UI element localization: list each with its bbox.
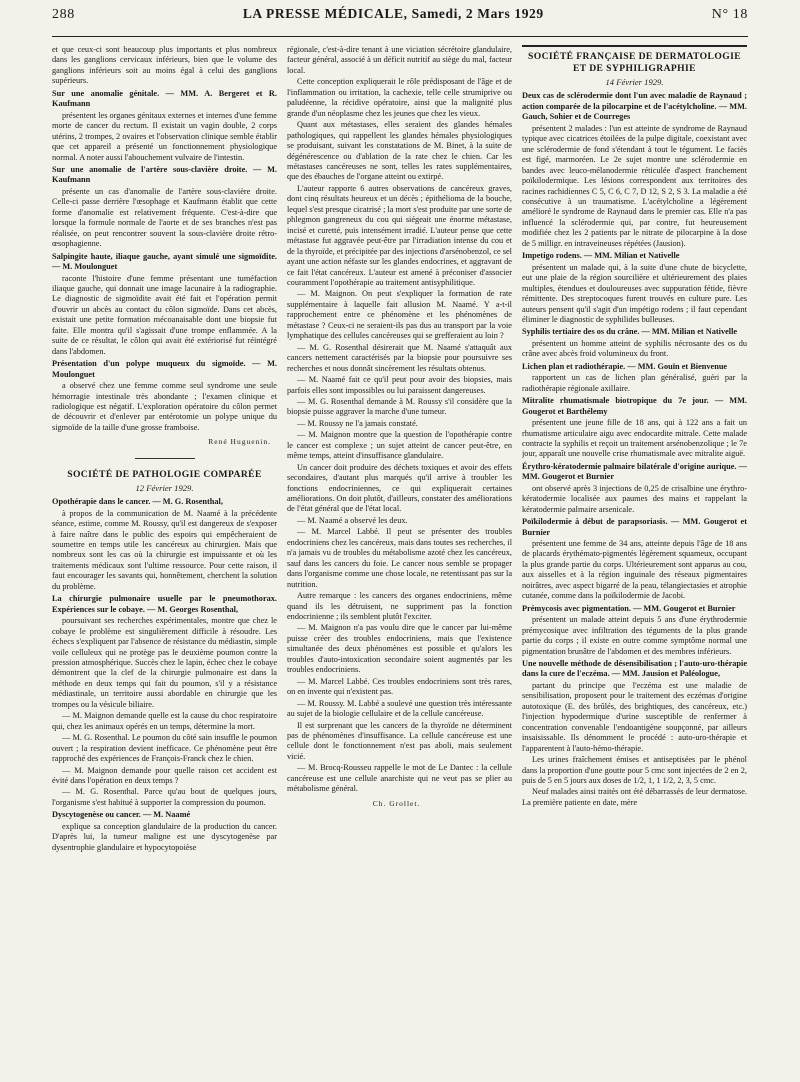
paragraph: — M. G. Rosenthal désirerait que M. Naamé s'attaquât aux cancers nettement caractérisés par la biopsie pour poursuivre ses recherches et nous donnât sincèrement les résultats obtenus. xyxy=(287,342,512,373)
paragraph: présentent 2 malades : l'un est atteinte de syndrome de Raynaud typique avec cicatrices étoilées de la pulpe digitale, coexistant avec une sclérodermie de fond s'étendant à tout le tégument. Le faciès est figé, marmoréen. Le 2e sujet montre une sclérodermie en bandes avec leuco-mélanodermie réticulée d'aspect franchement poïkilodermique. Les lésions correspondent aux territoires des racines rachidiennes C 5, C 6, C 7, D 12, S 2, S 3. La maladie a été consécutive à un traumatisme. L'acétylcholine a légèrement amélioré le syndrome de Raynaud dans le premier cas. Elle n'a pas influencé la sclérodermie qui, par contre, fut heureusement modifiée chez les 2 patients par le nitrate de pilocarpine à la dose de 5 milligr. en intraveineuses répétées (Jausion). xyxy=(522,123,747,248)
article-heading: Syphilis tertiaire des os du crâne. — MM. Milian et Nativelle xyxy=(522,327,738,337)
article-heading: Sur une anomalie génitale. — MM. A. Bergeret et R. Kaufmann xyxy=(52,88,277,109)
section-date: 14 Février 1929. xyxy=(605,77,664,87)
paragraph: présentent un homme atteint de syphilis nécrosante des os du crâne avec abcès froid volumineux du front. xyxy=(522,338,747,359)
paragraph: régionale, c'est-à-dire tenant à une viciation sécrétoire glandulaire, facteur général, associé à un déficit nutritif au siège du mal, facteur local. xyxy=(287,45,512,75)
paragraph: — M. Brocq-Rousseu rappelle le mot de Le Dantec : la cellule cancéreuse est une cellule anarchiste qui ne veut pas se plier au métabolisme général. xyxy=(287,763,512,794)
paragraph: Les urines fraîchement émises et antiseptisées par le phénol dans la proportion d'une goutte pour 5 cmc sont injectées de 2 en 2, puis de 5 en 5 jours aux doses de 1/2, 1, 1 1/2, 2, 3, 5 cmc. xyxy=(522,755,747,785)
column-left xyxy=(52,45,277,1075)
article-heading: Impetigo rodens. — MM. Milian et Nativelle xyxy=(522,251,680,261)
paragraph: — M. Marcel Labbé. Ces troubles endocriniens sont très rares, on en invente qui n'existent pas. xyxy=(287,676,512,697)
paragraph: présentent une jeune fille de 18 ans, qui à 122 ans a fait un rhumatisme articulaire aigu avec endocardite mitrale. Cette malade contracte la syphilis et reçoit un traitement arsénobenzolique ; le 7e jour, apparaît une nouvelle crise rhumatismale avec mitralite aiguë. xyxy=(522,418,747,459)
paragraph: explique sa conception glandulaire de la production du cancer. D'après lui, la tumeur maligne est une dyscytogenèse par dysentrophie glandulaire et hypocytopoièse xyxy=(52,821,277,852)
paragraph: a observé chez une femme comme seul syndrome une seule hémorragie intestinale très abondante ; l'examen clinique et radiologique est négatif. L'exploration opératoire du côlon permet de découvrir et d'enlever par entérotomie un polype unique du sigmoïde de la taille d'une grosse framboise. xyxy=(52,381,277,432)
article-heading: Une nouvelle méthode de désensibilisation ; l'auto-uro-thérapie dans la cure de l'eczéma. — MM. Jausion et Paléologue, xyxy=(522,659,747,679)
article-heading: Poïkilodermie à début de parapsoriasis. — MM. Gougerot et Burnier xyxy=(522,517,747,537)
paragraph: — M. Roussy. M. Labbé a soulevé une question très intéressante au sujet de la biologie cellulaire et de la cellule cancéreuse. xyxy=(287,698,512,719)
article-heading: Sur une anomalie de l'artère sous-clavière droite. — M. Kaufmann xyxy=(52,164,277,185)
paragraph: — M. Maignon montre que la question de l'opothérapie contre le cancer est complexe ; un sujet atteint de cancer peut-être, en même temps, atteint d'insuffisance glandulaire. xyxy=(287,430,512,461)
section-title: SOCIÉTÉ FRANÇAISE DE DERMATOLOGIE ET DE SYPHILIGRAPHIE xyxy=(527,51,742,74)
paragraph: partant du principe que l'eczéma est une maladie de sensibilisation, proposent pour le traitement des eczémas d'origine autotoxique (E. des brûlés, des brightiques, des cancéreux, etc.) l'injection hypodermique d'urine susceptible de renfermer à concentration convenable l'endoantigène soupçonné, par ailleurs insaisissable. Ils dénomment le procédé : auto-uro-thérapie et l'apparentent à l'auto-hémo-thérapie. xyxy=(522,680,747,753)
article-heading: Présentation d'un polype muqueux du sigmoïde. — M. Moulonguet xyxy=(52,359,277,379)
page-header xyxy=(52,0,748,37)
paragraph: — M. Marcel Labbé. Il peut se présenter des troubles endocriniens chez les cancéreux, mais dans toutes ses recherches, il n'a jamais vu de troubles du métabolisme azoté chez les cancéreux, sauf dans les cancers du foie. Le cancer nous semble se propager dans l'organisme comme une chose locale, ne retentissant pas sur la nutrition. xyxy=(287,527,512,589)
article-heading: Opothérapie dans le cancer. — M. G. Rosenthal, xyxy=(52,497,223,507)
paragraph: — M. G. Rosenthal demande à M. Roussy s'il considère que la biopsie puisse aggraver la marche d'une tumeur. xyxy=(287,396,512,417)
signature: Ch. Grollet. xyxy=(372,798,421,808)
paragraph: poursuivant ses recherches expérimentales, montre que chez le cobaye le problème est singulièrement difficile à résoudre. Les échecs s'expliquent par l'absence de résistance du médiastin, simple voile celluleux qui ne protège pas le deuxième poumon contre la pression atmosphérique. Succès chez le lapin, échec chez le cobaye démontrent que la clef de la chirurgie pulmonaire est dans la méthode en deux temps qui fait du poumon, s'il y a résistance médiastinale, un territoire aussi abordable en chirurgie que les trompes ou la vésicule biliaire. xyxy=(52,616,277,709)
paragraph: — M. Maignon demande pour quelle raison cet accident est évité dans l'opération en deux temps ? xyxy=(52,765,277,785)
page-number: 288 xyxy=(52,7,75,22)
paragraph: présentent un malade qui, à la suite d'une chute de bicyclette, eut une plaie de la région sourcilière et ultérieurement des plaies multiples, étendues et douloureuses avec suppuration fétide, fièvre rémittente. Des streptocoques furent trouvés en culture pure. Les auteurs pensent qu'il s'agit d'un impétigo rodens ; il faut cependant éliminer le diagnostic de syphilides bulleuses. xyxy=(522,262,747,324)
paragraph: présente un cas d'anomalie de l'artère sous-clavière droite. Celle-ci passe derrière l'œsophage et Kaufmann établit que cette forme d'anomalie est relativement fréquente. C'est-à-dire que lorsque la formule normale de l'aorte et de ses branches n'est pas réalisée, on peut rencontrer souvent la sous-clavière droite rétro-œsophagienne. xyxy=(52,186,277,249)
paragraph: raconte l'histoire d'une femme présentant une tuméfaction iliaque gauche, qui donnait une image lacunaire à la radiographie. Le diagnostic de sigmoïdite avait été fait et l'opération permit d'ouvrir un abcès au contact du côlon sigmoïde. Dans cet abcès, existait une petite formation mécoanaisable dont une biopsie fut faite. Elle montra qu'il s'agissait d'une trompe enflammée. A la suite de ce résultat, le côlon qui avait été extériorisé fut réintégré dans l'abdomen. xyxy=(52,273,277,356)
article-heading: Salpingite haute, iliaque gauche, ayant simulé une sigmoïdite. — M. Moulonguet xyxy=(52,251,277,272)
paragraph: Autre remarque : les cancers des organes endocriniens, même quand ils les détruisent, ne suppriment pas la fonction endocrinienne ; ils semblent plutôt l'exciter. xyxy=(287,591,512,622)
section-title: SOCIÉTÉ DE PATHOLOGIE COMPARÉE xyxy=(67,468,262,480)
journal-title: LA PRESSE MÉDICALE, Samedi, 2 Mars 1929 xyxy=(242,6,544,21)
article-heading: Prémycosis avec pigmentation. — MM. Gougerot et Burnier xyxy=(522,603,736,613)
paragraph: — M. Roussy ne l'a jamais constaté. xyxy=(297,418,418,428)
section-date: 12 Février 1929. xyxy=(135,482,194,493)
article-heading: Dyscytogenèse ou cancer. — M. Naamé xyxy=(52,810,191,820)
paragraph: — M. G. Rosenthal. Le poumon du côté sain insuffle le poumon ouvert ; la respiration devient inefficace. Ce phénomène peut être rapproché des expériences de François-Franck chez le chien. xyxy=(52,733,277,764)
paragraph: Cette conception expliquerait le rôle prédisposant de l'âge et de l'inflammation ou irritation, la cachexie, telle celle strumiprive ou paludéenne, la récidive opératoire, ainsi que la malignité plus grande d'un néoplasme chez les jeunes que chez les vieux. xyxy=(287,77,512,118)
paragraph: L'auteur rapporte 6 autres observations de cancéreux graves, dont cinq résultats heureux et un décès ; épithélioma de la bouche, lequel s'est presque cicatrisé ; la mort s'est produite par une sorte de phlegmon gangreneux du cou qui siégeait une énorme métastase, incisé et curetté, puis intensément irradié. L'auteur pense que cette métastase fut aggravée peut-être par l'irradiation intense du cou et de la thyroïde, et précipitée par des injections d'arsénobenzol, ce sel ayant une action néfaste sur les glandes endocrines, et aggravant de ce fait l'état cancéreux. L'auteur est amené à préconiser d'associer couramment l'opothérapie au traitement antisyphilitique. xyxy=(287,183,512,287)
paragraph: et que ceux-ci sont beaucoup plus importants et plus nombreux dans les ganglions cervicaux inférieurs, bien que le volume des ganglions inférieurs soit au moins égal à celui des ganglions supérieurs. xyxy=(52,45,277,86)
article-heading: La chirurgie pulmonaire usuelle par le pneumothorax. Expériences sur le cobaye. — M. Georges Rosenthal, xyxy=(52,594,277,614)
signature: René Huguenin. xyxy=(208,437,271,447)
paragraph: Quant aux métastases, elles seraient des glandes hémales pathologiques, qui rappellent les glandes hémales physiologiques se produisant, suivant les constatations de M. Binet, à la suite de dégénérescence ou d'ablation de la rate chez le chien. Car les métastases cancéreuses ne sont, telles les rates supplémentaires, que des ébauches de l'organe atteint ou extirpé. xyxy=(287,120,512,182)
paragraph: présentent les organes génitaux externes et internes d'une femme morte de cancer du rectum. Il existait un vagin double, 2 corps utérins, 2 trompes, 2 ovaires et l'observation clinique semble établir que cet appareil a présenté un fonctionnement physiologique normal. A noter aussi l'abouchement vulvaire de l'intestin. xyxy=(52,110,277,162)
paragraph: à propos de la communication de M. Naamé à la précédente séance, estime, comme M. Roussy, qu'il est dangereux de s'exposer à faire naître dans le public des espoirs qui empêcheraient de soumettre en temps utile les cancéreux au chirurgien. Mais que nombreux sont les cas où la chirurgie est impuissante et où les traitements médicaux sont l'ultime ressource. Pour cette raison, il faut encourager les savants qui, honnêtement, cherchent la solution du problème. xyxy=(52,508,277,591)
paragraph: — M. Naamé a observé les deux. xyxy=(297,515,408,525)
paragraph: — M. Naamé fait ce qu'il peut pour avoir des biopsies, mais parfois elles sont impossibles ou lui paraissent dangereuses. xyxy=(287,375,512,395)
article-heading: Érythro-kératodermie palmaire bilatérale d'origine aurique. — MM. Gougerot et Burnier xyxy=(522,461,747,482)
paragraph: Il est surprenant que les cancers de la thyroïde ne déterminent pas de phénomènes d'insuffisance. La cellule cancéreuse est une cellule dont le fonctionnement n'est pas aboli, mais seulement vicié. xyxy=(287,720,512,761)
article-heading: Lichen plan et radiothérapie. — MM. Gouïn et Bienvenue xyxy=(522,361,728,371)
paragraph: Neuf malades ainsi traités ont été débarrassés de leur dermatose. La première patiente en date, mère xyxy=(522,787,747,807)
paragraph: — M. G. Rosenthal. Parce qu'au bout de quelques jours, l'organisme s'est habitué à supporter la compression du poumon. xyxy=(52,787,277,807)
paragraph: — M. Maignon demande quelle est la cause du choc respiratoire qui, chez les animaux opérés en un temps, détermine la mort. xyxy=(52,711,277,731)
paragraph: présentent un malade atteint depuis 5 ans d'une érythrodermie prémycosique avec infiltration des téguments de la plus grande partie du corps ; il existe en outre comme symptôme normal une pigmentation brunâtre de l'abdomen et des membres inférieurs. xyxy=(522,615,747,656)
article-heading: Deux cas de sclérodermie dont l'un avec maladie de Raynaud ; action comparée de la pilocarpine et de l'acétylcholine. — MM. Gauch, Sohier et de Courreges xyxy=(522,91,747,122)
paragraph: Un cancer doit produire des déchets toxiques et avoir des effets secondaires, d'autant plus marqués qu'il arrive à troubler les fonctions endocriniennes, ce qui expliquerait certaines améliorations. On doit plutôt, d'ailleurs, constater des améliorations de l'état général que de l'état local. xyxy=(287,462,512,514)
article-heading: Mitralite rhumatismale biotropique du 7e jour. — MM. Gougerot et Barthélemy xyxy=(522,396,747,416)
column-middle xyxy=(287,45,512,1075)
paragraph: rapportent un cas de lichen plan généralisé, guéri par la radiothérapie régionale axillaire. xyxy=(522,373,747,393)
paragraph: — M. Maignon. On peut s'expliquer la formation de rate supplémentaire à laquelle fait allusion M. Naamé. Y a-t-il rapprochement entre ce phénomène et les phénomènes de métastase ? Ceux-ci ne seraient-ils pas dus au transport par la voie lymphatique des cellules cancéreuses qui se grefferaient au loin ? xyxy=(287,289,512,341)
paragraph: présentent une femme de 34 ans, atteinte depuis l'âge de 18 ans de placards érythémato-pigmentés légèrement squameux, occupant la plus grande partie du corps. Ultérieurement sont apparus au cou, aux aisselles et à la région inguinale des réseaux pigmentaires noirâtres, avec aspect bigarré de la peau, télangiectasies et atrophie cutanée, comme dans la poïkilodermie de Jacobi. xyxy=(522,539,747,601)
issue-number: N° 18 xyxy=(711,7,748,22)
column-right xyxy=(522,45,747,1075)
paragraph: ont observé après 3 injections de 0,25 de crisalbine une érythro-kératodermie localisée aux paumes des mains et rappelant la kératodermie palmaire arsenicale. xyxy=(522,483,747,514)
paragraph: — M. Maignon n'a pas voulu dire que le cancer par lui-même puisse créer des troubles endocriniens, mais que l'existence simultanée des deux phénomènes est possible et qu'alors les troubles d'auto-intoxication secondaire soient augmentés par les troubles endocriniens. xyxy=(287,623,512,675)
divider xyxy=(135,458,195,459)
divider xyxy=(522,45,747,47)
